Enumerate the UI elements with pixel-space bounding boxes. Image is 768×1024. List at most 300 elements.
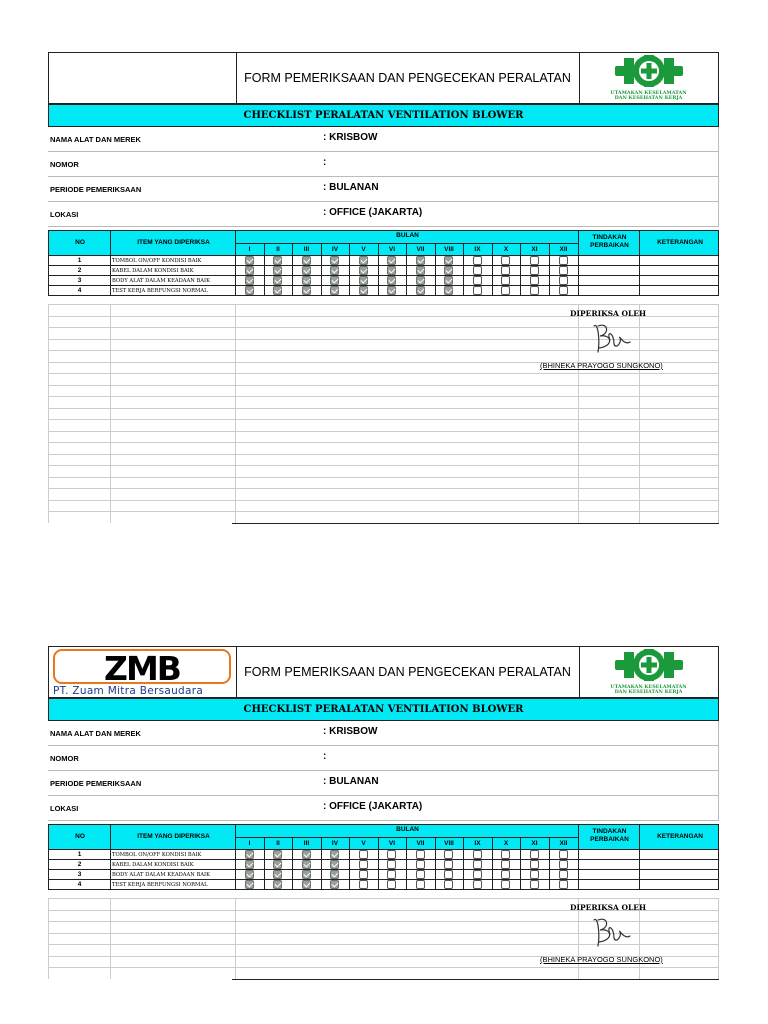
cell-border — [264, 880, 265, 889]
cell-border — [639, 256, 640, 265]
cell-border — [235, 256, 236, 265]
month-checkbox[interactable] — [416, 266, 425, 275]
checklist-sheet-1 — [48, 52, 719, 538]
cell-border — [264, 850, 265, 859]
cell-border — [264, 276, 265, 285]
month-checkbox[interactable] — [273, 266, 282, 275]
cell-border — [349, 860, 350, 869]
month-checkbox[interactable] — [359, 860, 368, 869]
cell-border — [492, 266, 493, 275]
cell-border — [406, 860, 407, 869]
cell-border — [435, 850, 436, 859]
month-checkbox[interactable] — [387, 276, 396, 285]
cell-border — [435, 837, 436, 849]
cell-border — [435, 256, 436, 265]
month-checkbox[interactable] — [302, 276, 311, 285]
checklist-sheet-2 — [48, 646, 719, 991]
cell-border — [492, 870, 493, 879]
month-checkbox[interactable] — [273, 286, 282, 295]
month-checkbox[interactable] — [387, 870, 396, 879]
cell-border — [492, 243, 493, 255]
cell-border — [492, 276, 493, 285]
month-checkbox[interactable] — [359, 880, 368, 889]
cell-border — [378, 256, 379, 265]
row-no: 4 — [77, 287, 82, 294]
cell-border — [549, 870, 550, 879]
month-checkbox[interactable] — [416, 850, 425, 859]
header-item: ITEM YANG DIPERIKSA — [137, 833, 210, 840]
month-checkbox[interactable] — [359, 276, 368, 285]
header-month: IV — [331, 840, 339, 847]
table-row — [48, 880, 719, 890]
grid-line — [48, 488, 719, 489]
cell-border — [349, 286, 350, 295]
header-month: II — [276, 840, 280, 847]
month-checkbox[interactable] — [444, 850, 453, 859]
cell-border — [292, 266, 293, 275]
table-header — [48, 824, 719, 850]
cell-border — [321, 837, 322, 849]
grid-line — [48, 511, 719, 512]
cell-border — [520, 266, 521, 275]
month-checkbox[interactable] — [387, 286, 396, 295]
month-checkbox[interactable] — [530, 850, 539, 859]
month-checkbox[interactable] — [273, 880, 282, 889]
cell-border — [110, 860, 111, 869]
month-checkbox[interactable] — [501, 276, 510, 285]
cell-border — [292, 837, 293, 849]
month-checkbox[interactable] — [245, 286, 254, 295]
row-no: 1 — [77, 257, 82, 264]
month-checkbox[interactable] — [359, 266, 368, 275]
cell-border — [435, 266, 436, 275]
row-no: 2 — [77, 267, 82, 274]
cell-border — [235, 243, 579, 244]
cell-border — [718, 771, 719, 796]
month-checkbox[interactable] — [273, 860, 282, 869]
cell-border — [406, 850, 407, 859]
cell-border — [110, 850, 111, 859]
cell-border — [406, 286, 407, 295]
month-checkbox[interactable] — [416, 860, 425, 869]
company-name: PT. Zuam Mitra Bersaudara — [53, 685, 204, 697]
month-checkbox[interactable] — [473, 880, 482, 889]
month-checkbox[interactable] — [473, 266, 482, 275]
cell-border — [406, 243, 407, 255]
info-value: : BULANAN — [323, 182, 379, 193]
month-checkbox[interactable] — [559, 860, 568, 869]
month-checkbox[interactable] — [530, 870, 539, 879]
cell-border — [349, 243, 350, 255]
cell-border — [463, 837, 464, 849]
header-month: VII — [416, 840, 425, 847]
cell-border — [378, 837, 379, 849]
cell-border — [492, 286, 493, 295]
cell-border — [578, 825, 579, 849]
header-month: X — [503, 840, 509, 847]
info-row — [48, 177, 719, 202]
cell-border — [578, 850, 579, 859]
month-checkbox[interactable] — [559, 850, 568, 859]
cell-border — [639, 825, 640, 849]
cell-border — [349, 850, 350, 859]
cell-border — [406, 276, 407, 285]
cell-border — [292, 850, 293, 859]
month-checkbox[interactable] — [444, 870, 453, 879]
month-checkbox[interactable] — [330, 256, 339, 265]
cell-border — [435, 870, 436, 879]
row-no: 4 — [77, 881, 82, 888]
info-row — [48, 771, 719, 796]
row-no: 3 — [77, 871, 82, 878]
cell-border — [463, 850, 464, 859]
month-checkbox[interactable] — [501, 860, 510, 869]
row-item: KABEL DALAM KONDISI BAIK — [112, 267, 194, 274]
month-checkbox[interactable] — [387, 256, 396, 265]
cell-border — [492, 880, 493, 889]
grid-line — [48, 304, 49, 523]
cell-border — [110, 256, 111, 265]
cell-border — [639, 266, 640, 275]
cell-border — [435, 243, 436, 255]
cell-border — [520, 256, 521, 265]
cell-border — [718, 127, 719, 152]
grid-line — [110, 898, 111, 979]
cell-border — [378, 266, 379, 275]
info-value: : OFFICE (JAKARTA) — [323, 207, 423, 218]
month-checkbox[interactable] — [387, 880, 396, 889]
table-row — [48, 286, 719, 296]
month-checkbox[interactable] — [302, 880, 311, 889]
cell-border — [110, 286, 111, 295]
month-checkbox[interactable] — [416, 256, 425, 265]
cell-border — [406, 880, 407, 889]
row-item: TEST KERJA BERFUNGSI NORMAL — [112, 287, 208, 294]
info-label: LOKASI — [50, 804, 79, 813]
month-checkbox[interactable] — [530, 266, 539, 275]
month-checkbox[interactable] — [302, 850, 311, 859]
signature-title: DIPERIKSA OLEH — [570, 309, 647, 318]
cell-border — [292, 256, 293, 265]
grid-line — [235, 898, 236, 979]
cell-border — [549, 880, 550, 889]
month-checkbox[interactable] — [273, 850, 282, 859]
header-no: NO — [75, 239, 85, 246]
month-checkbox[interactable] — [245, 860, 254, 869]
info-value: : OFFICE (JAKARTA) — [323, 801, 423, 812]
month-checkbox[interactable] — [559, 286, 568, 295]
row-item: BODY ALAT DALAM KEADAAN BAIK — [112, 277, 210, 284]
month-checkbox[interactable] — [302, 870, 311, 879]
month-checkbox[interactable] — [245, 266, 254, 275]
cell-border — [378, 286, 379, 295]
month-checkbox[interactable] — [444, 860, 453, 869]
row-item: TOMBOL ON/OFF KONDISI BAIK — [112, 257, 202, 264]
month-checkbox[interactable] — [245, 880, 254, 889]
header-month: XI — [531, 840, 538, 847]
cell-border — [639, 276, 640, 285]
form-title: FORM PEMERIKSAAN DAN PENGECEKAN PERALATAN — [236, 647, 580, 697]
cell-border — [349, 276, 350, 285]
cell-border — [435, 880, 436, 889]
month-checkbox[interactable] — [530, 880, 539, 889]
month-checkbox[interactable] — [359, 870, 368, 879]
cell-border — [718, 796, 719, 821]
k3-gear-cross-icon — [579, 647, 718, 697]
month-checkbox[interactable] — [416, 880, 425, 889]
grid-line — [48, 500, 719, 501]
row-item: BODY ALAT DALAM KEADAAN BAIK — [112, 871, 210, 878]
header-month: XII — [559, 246, 568, 253]
month-checkbox[interactable] — [444, 880, 453, 889]
header-month: XI — [531, 246, 538, 253]
cell-border — [639, 870, 640, 879]
month-checkbox[interactable] — [473, 286, 482, 295]
month-checkbox[interactable] — [473, 256, 482, 265]
month-checkbox[interactable] — [559, 276, 568, 285]
info-label: NAMA ALAT DAN MEREK — [50, 135, 141, 144]
month-checkbox[interactable] — [330, 860, 339, 869]
signature-name: (BHINEKA PRAYOGO SUNGKONO) — [540, 955, 663, 964]
header-month: V — [361, 840, 366, 847]
month-checkbox[interactable] — [559, 880, 568, 889]
cell-border — [321, 870, 322, 879]
header-month: VIII — [444, 840, 454, 847]
month-checkbox[interactable] — [273, 276, 282, 285]
month-checkbox[interactable] — [559, 266, 568, 275]
month-checkbox[interactable] — [559, 870, 568, 879]
table-row — [48, 850, 719, 860]
month-checkbox[interactable] — [530, 276, 539, 285]
grid-line — [718, 304, 719, 523]
info-value: : KRISBOW — [323, 726, 378, 737]
header-month: X — [503, 246, 509, 253]
cell-border — [321, 256, 322, 265]
cell-border — [639, 231, 640, 255]
cell-border — [718, 202, 719, 227]
month-checkbox[interactable] — [387, 266, 396, 275]
cell-border — [110, 266, 111, 275]
cell-border — [349, 870, 350, 879]
info-row — [48, 202, 719, 227]
cell-border — [321, 276, 322, 285]
header-month: VI — [388, 840, 396, 847]
grid-line — [48, 419, 719, 420]
grid-line — [48, 304, 719, 305]
info-row — [48, 152, 719, 177]
month-checkbox[interactable] — [501, 880, 510, 889]
cell-border — [639, 880, 640, 889]
k3-logo — [579, 647, 718, 697]
cell-border — [463, 276, 464, 285]
header-no: NO — [75, 833, 85, 840]
month-checkbox[interactable] — [416, 286, 425, 295]
cell-border — [549, 243, 550, 255]
info-label: NOMOR — [50, 754, 79, 763]
cell-border — [292, 286, 293, 295]
table-row — [48, 276, 719, 286]
grid-line — [48, 373, 719, 374]
header-tindakan: TINDAKAN PERBAIKAN — [590, 828, 629, 843]
month-checkbox[interactable] — [501, 266, 510, 275]
month-checkbox[interactable] — [330, 880, 339, 889]
cell-border — [378, 850, 379, 859]
month-checkbox[interactable] — [501, 870, 510, 879]
cell-border — [463, 880, 464, 889]
k3-text-2: DAN KESEHATAN KERJA — [614, 689, 683, 695]
cell-border — [520, 837, 521, 849]
month-checkbox[interactable] — [302, 860, 311, 869]
month-checkbox[interactable] — [273, 256, 282, 265]
checklist-title: CHECKLIST PERALATAN VENTILATION BLOWER — [48, 104, 719, 127]
month-checkbox[interactable] — [359, 850, 368, 859]
row-item: KABEL DALAM KONDISI BAIK — [112, 861, 194, 868]
header-month: VIII — [444, 246, 454, 253]
row-item: TEST KERJA BERFUNGSI NORMAL — [112, 881, 208, 888]
cell-border — [492, 850, 493, 859]
cell-border — [639, 860, 640, 869]
month-checkbox[interactable] — [473, 850, 482, 859]
month-checkbox[interactable] — [473, 860, 482, 869]
info-value: : KRISBOW — [323, 132, 378, 143]
month-checkbox[interactable] — [530, 860, 539, 869]
month-checkbox[interactable] — [473, 276, 482, 285]
month-checkbox[interactable] — [501, 850, 510, 859]
cell-border — [578, 860, 579, 869]
cell-border — [378, 870, 379, 879]
cell-border — [235, 870, 236, 879]
month-checkbox[interactable] — [530, 286, 539, 295]
cell-border — [463, 286, 464, 295]
month-checkbox[interactable] — [473, 870, 482, 879]
cell-border — [235, 231, 236, 255]
header-month: IX — [474, 840, 481, 847]
grid-line — [639, 304, 640, 523]
grid-line — [48, 454, 719, 455]
cell-border — [578, 880, 579, 889]
cell-border — [264, 860, 265, 869]
row-item: TOMBOL ON/OFF KONDISI BAIK — [112, 851, 202, 858]
header-month: III — [303, 840, 310, 847]
cell-border — [549, 860, 550, 869]
month-checkbox[interactable] — [245, 276, 254, 285]
cell-border — [110, 276, 111, 285]
zmb-logo-icon — [49, 647, 236, 697]
cell-border — [718, 721, 719, 746]
form-header — [48, 52, 719, 104]
cell-border — [264, 243, 265, 255]
cell-border — [235, 286, 236, 295]
company-logo — [49, 647, 237, 697]
cell-border — [718, 746, 719, 771]
month-checkbox[interactable] — [416, 870, 425, 879]
month-checkbox[interactable] — [273, 870, 282, 879]
month-checkbox[interactable] — [444, 286, 453, 295]
cell-border — [110, 870, 111, 879]
cell-border — [492, 256, 493, 265]
row-no: 3 — [77, 277, 82, 284]
month-checkbox[interactable] — [501, 286, 510, 295]
cell-border — [578, 256, 579, 265]
month-checkbox[interactable] — [302, 286, 311, 295]
month-checkbox[interactable] — [302, 256, 311, 265]
cell-border — [520, 276, 521, 285]
cell-border — [110, 231, 111, 255]
zmb-mark: ZMB — [104, 649, 180, 688]
grid-line — [48, 465, 719, 466]
month-checkbox[interactable] — [416, 276, 425, 285]
cell-border — [235, 825, 236, 849]
cell-border — [578, 231, 579, 255]
month-checkbox[interactable] — [245, 256, 254, 265]
month-checkbox[interactable] — [444, 266, 453, 275]
cell-border — [406, 870, 407, 879]
month-checkbox[interactable] — [330, 850, 339, 859]
month-checkbox[interactable] — [302, 266, 311, 275]
month-checkbox[interactable] — [444, 256, 453, 265]
cell-border — [520, 880, 521, 889]
month-checkbox[interactable] — [387, 860, 396, 869]
cell-border — [264, 256, 265, 265]
month-checkbox[interactable] — [330, 276, 339, 285]
signature-icon — [584, 320, 634, 358]
cell-border — [264, 837, 265, 849]
grid-line — [48, 967, 719, 968]
cell-border — [235, 860, 236, 869]
cell-border — [463, 266, 464, 275]
info-label: NOMOR — [50, 160, 79, 169]
header-bulan: BULAN — [396, 826, 419, 833]
header-tindakan: TINDAKAN PERBAIKAN — [590, 234, 629, 249]
table-header — [48, 230, 719, 256]
header-month: V — [361, 246, 366, 253]
header-item: ITEM YANG DIPERIKSA — [137, 239, 210, 246]
month-checkbox[interactable] — [245, 850, 254, 859]
month-checkbox[interactable] — [501, 256, 510, 265]
cell-border — [406, 266, 407, 275]
grid-line — [110, 304, 111, 523]
cell-border — [292, 243, 293, 255]
cell-border — [292, 880, 293, 889]
cell-border — [349, 837, 350, 849]
month-checkbox[interactable] — [245, 870, 254, 879]
month-checkbox[interactable] — [330, 870, 339, 879]
month-checkbox[interactable] — [330, 266, 339, 275]
cell-border — [435, 286, 436, 295]
month-checkbox[interactable] — [387, 850, 396, 859]
cell-border — [520, 870, 521, 879]
checklist-title: CHECKLIST PERALATAN VENTILATION BLOWER — [48, 698, 719, 721]
table-row — [48, 256, 719, 266]
month-checkbox[interactable] — [559, 256, 568, 265]
month-checkbox[interactable] — [359, 256, 368, 265]
header-month: I — [248, 246, 251, 253]
header-keterangan: KETERANGAN — [657, 833, 703, 840]
cell-border — [235, 276, 236, 285]
month-checkbox[interactable] — [359, 286, 368, 295]
cell-border — [321, 860, 322, 869]
form-title: FORM PEMERIKSAAN DAN PENGECEKAN PERALATAN — [236, 53, 580, 103]
cell-border — [321, 266, 322, 275]
info-row — [48, 796, 719, 821]
cell-border — [463, 870, 464, 879]
cell-border — [549, 286, 550, 295]
month-checkbox[interactable] — [330, 286, 339, 295]
month-checkbox[interactable] — [530, 256, 539, 265]
grid-line — [48, 442, 719, 443]
cell-border — [435, 276, 436, 285]
month-checkbox[interactable] — [444, 276, 453, 285]
